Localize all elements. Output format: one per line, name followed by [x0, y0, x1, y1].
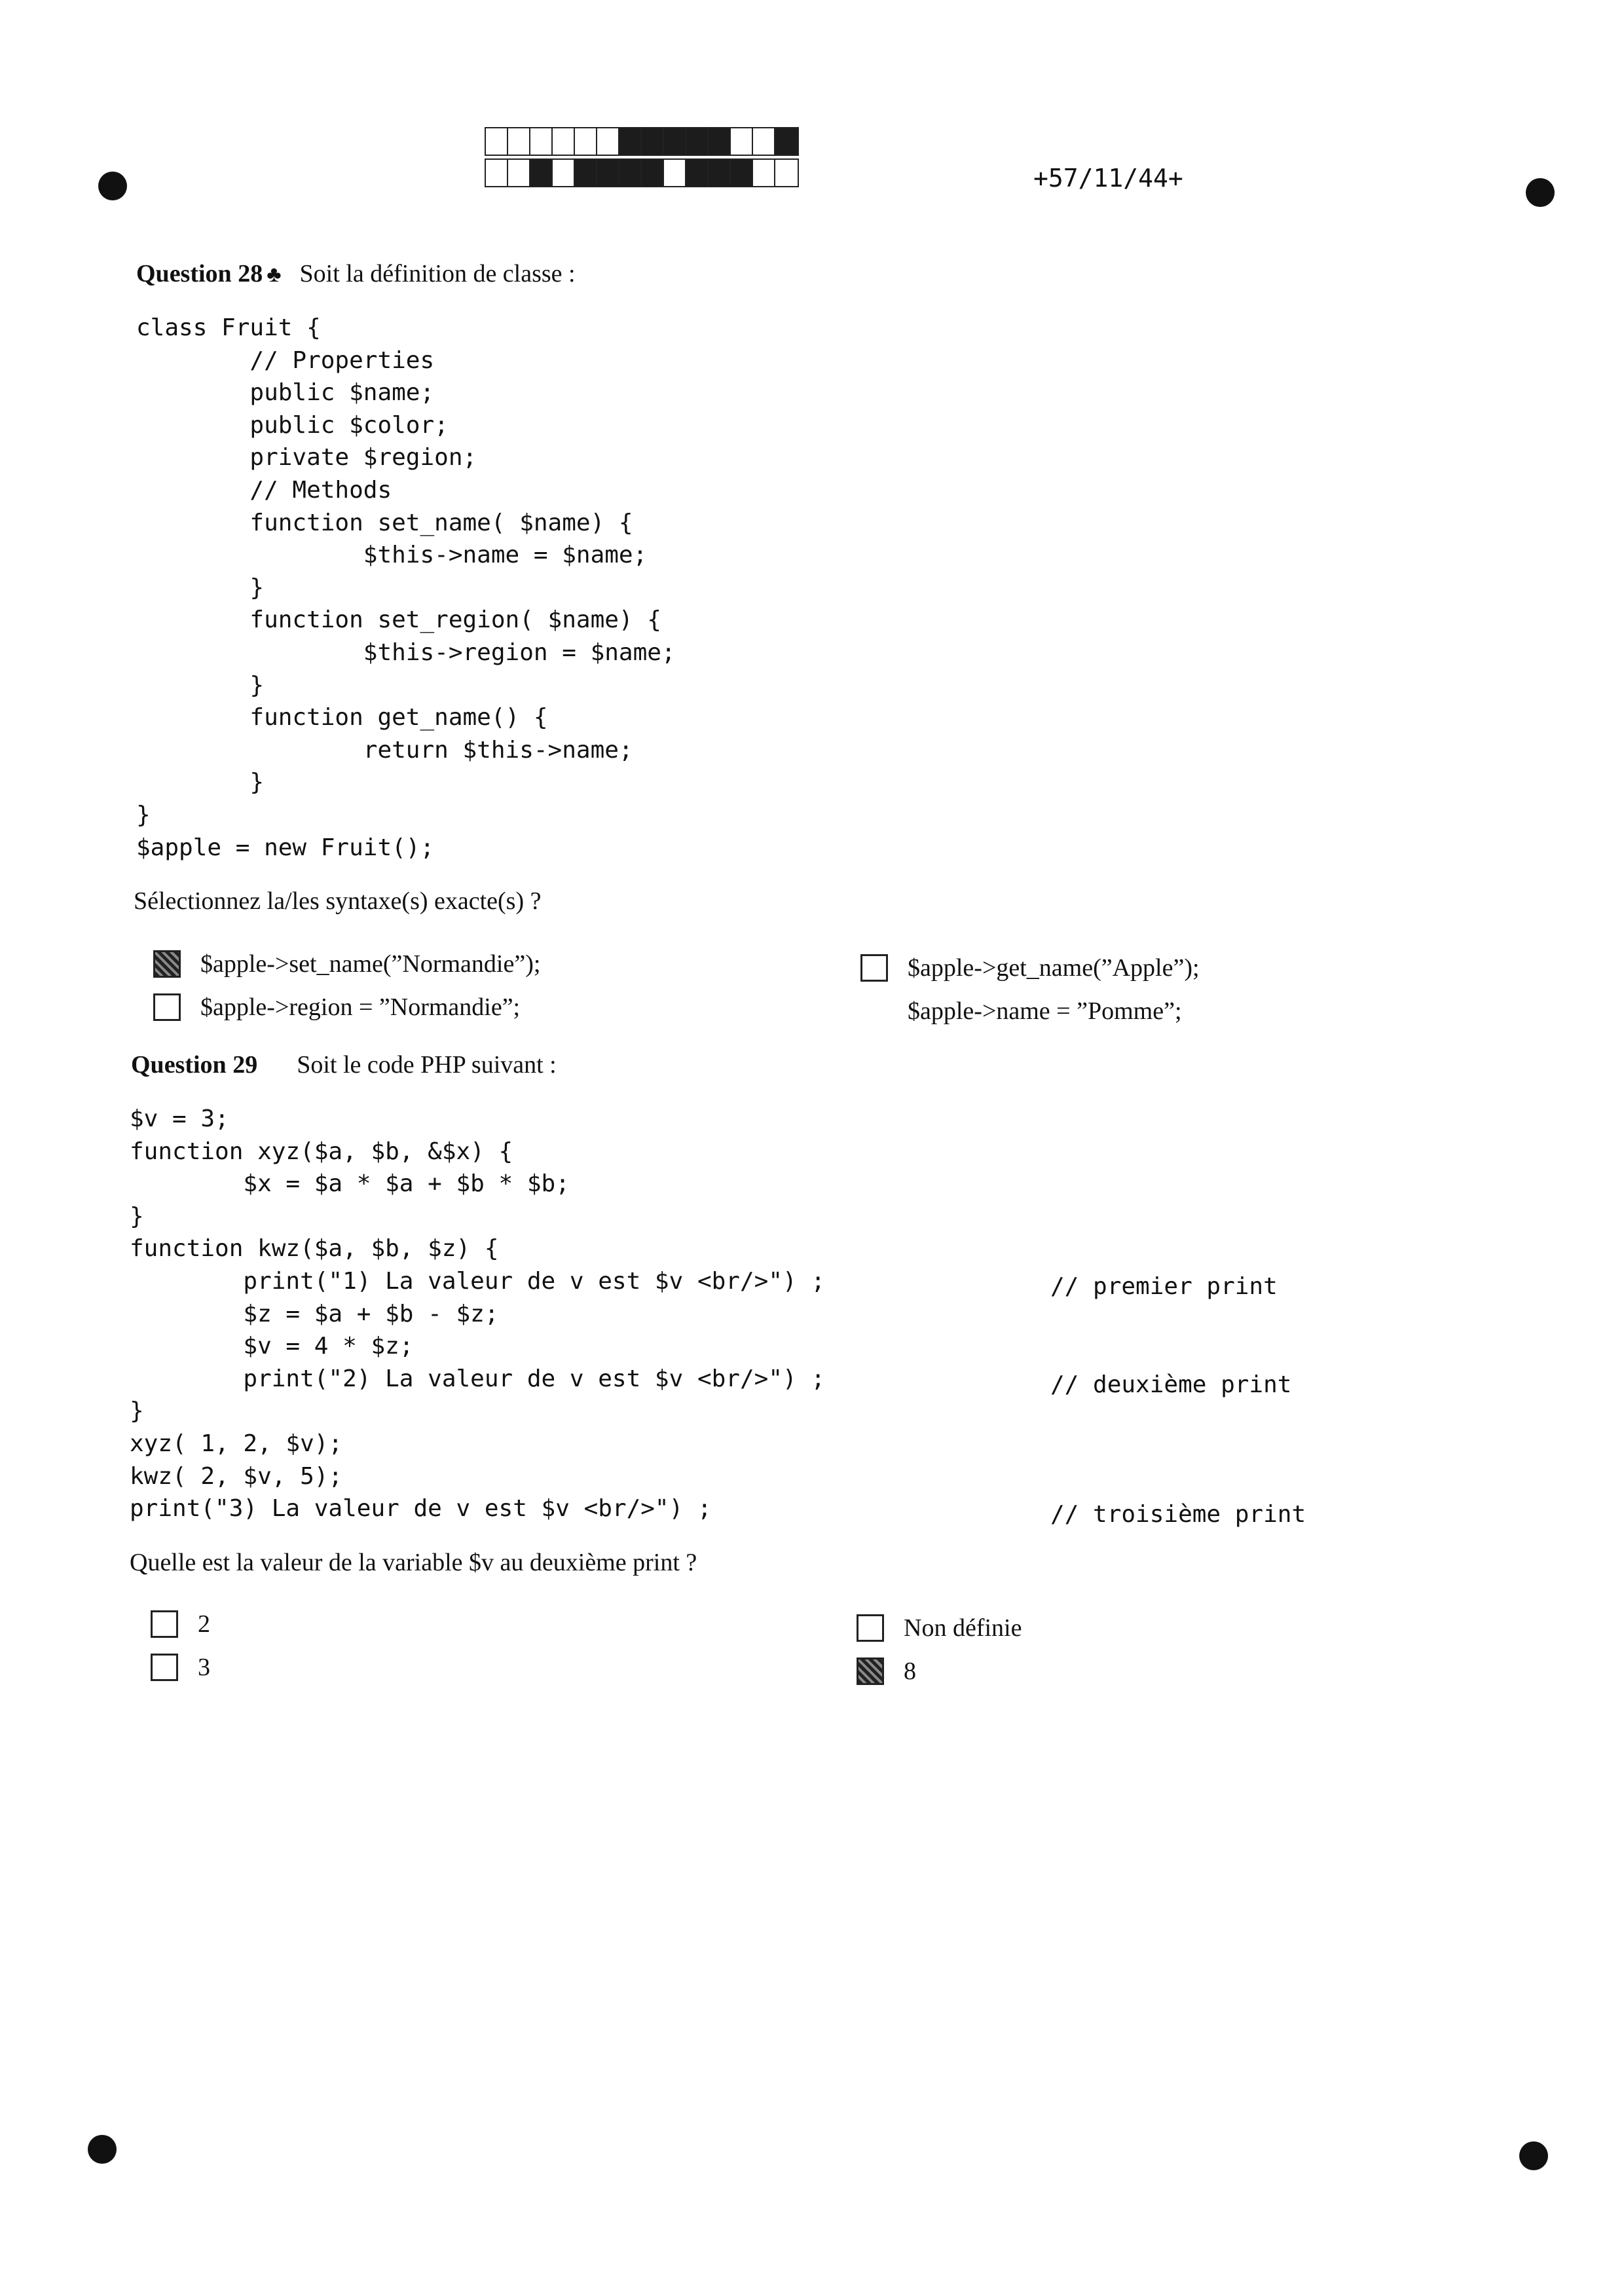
barcode-cell-filled — [619, 128, 642, 155]
page-id: +57/11/44+ — [1033, 164, 1183, 193]
code-comment: // deuxième print — [1050, 1371, 1292, 1398]
barcode-cell-empty — [553, 128, 575, 155]
club-icon: ♣ — [267, 263, 282, 287]
answer-choice[interactable] — [153, 993, 520, 1022]
question-number: Question 28 — [136, 260, 263, 287]
question-28-prompt: Sélectionnez la/les syntaxe(s) exacte(s) ? — [134, 887, 542, 915]
answer-choice[interactable] — [151, 1610, 210, 1639]
barcode-cell-empty — [575, 128, 597, 155]
barcode-cell-filled — [686, 128, 709, 155]
answer-choice[interactable] — [857, 1657, 916, 1686]
barcode-cell-filled — [530, 160, 553, 186]
corner-mark-top-right — [1526, 178, 1555, 207]
barcode-cell-filled — [664, 128, 686, 155]
checkbox[interactable] — [151, 1610, 178, 1638]
barcode-cell-filled — [731, 160, 753, 186]
answer-choice[interactable] — [153, 950, 540, 978]
question-28-code: class Fruit { // Properties public $name; public $color; private $region; // Methods function set_name( $name) { $this->name = $name; } function set_region( $name) { $this->region = $name; } function get_name() { return $this->name; } } $apple = new Fruit(); — [136, 314, 676, 861]
barcode-cell-filled — [686, 160, 709, 186]
corner-mark-top-left — [98, 172, 127, 200]
barcode-cell-empty — [753, 128, 775, 155]
barcode-cell-filled — [642, 128, 664, 155]
code-comment: // troisième print — [1050, 1501, 1306, 1528]
barcode-cell-filled — [709, 128, 731, 155]
choice-label: $apple->set_name(”Normandie”); — [200, 950, 541, 978]
barcode-cell-empty — [553, 160, 575, 186]
barcode-cell-empty — [508, 128, 530, 155]
barcode-cell-empty — [664, 160, 686, 186]
answer-choice[interactable] — [857, 1614, 1022, 1642]
checkbox[interactable] — [153, 993, 181, 1021]
barcode-cell-empty — [486, 128, 508, 155]
choice-label: 2 — [198, 1610, 210, 1638]
barcode-cell-empty — [731, 128, 753, 155]
choice-label: Non définie — [904, 1614, 1022, 1642]
question-intro: Soit la définition de classe : — [299, 260, 576, 287]
question-number: Question 29 — [131, 1051, 258, 1079]
barcode-top — [485, 127, 799, 156]
answer-choice[interactable] — [860, 954, 1200, 982]
checkbox-missing[interactable] — [860, 997, 888, 1025]
barcode-cell-filled — [597, 160, 619, 186]
question-intro: Soit le code PHP suivant : — [297, 1051, 557, 1079]
barcode-cell-empty — [486, 160, 508, 186]
code-comment: // premier print — [1050, 1273, 1278, 1300]
corner-mark-bottom-right — [1519, 2141, 1548, 2170]
barcode-cell-empty — [753, 160, 775, 186]
barcode-cell-empty — [597, 128, 619, 155]
checkbox[interactable] — [860, 954, 888, 982]
checkbox-checked[interactable] — [857, 1657, 884, 1685]
question-28-header — [136, 259, 576, 288]
choice-label: $apple->region = ”Normandie”; — [200, 993, 521, 1021]
barcode-cell-filled — [575, 160, 597, 186]
corner-mark-bottom-left — [88, 2135, 117, 2164]
checkbox[interactable] — [151, 1654, 178, 1681]
barcode-bottom — [485, 158, 799, 187]
barcode-cell-empty — [530, 128, 553, 155]
barcode-cell-filled — [709, 160, 731, 186]
answer-choice[interactable] — [860, 997, 1182, 1026]
checkbox-checked[interactable] — [153, 950, 181, 978]
barcode-cell-filled — [775, 128, 798, 155]
barcode-cell-empty — [508, 160, 530, 186]
choice-label: $apple->name = ”Pomme”; — [908, 997, 1182, 1025]
question-29-prompt: Quelle est la valeur de la variable $v au deuxième print ? — [130, 1549, 697, 1576]
answer-choice[interactable] — [151, 1653, 210, 1682]
question-29-code: $v = 3; function xyz($a, $b, &$x) { $x = $a * $a + $b * $b; } function kwz($a, $b, $z) { print("1) La valeur de v est $v <br/>") ; $z = $a + $b - $z; $v = 4 * $z; print("2) La valeur de v est $v <br/>") ; } xyz( 1, 2, $v); kwz( 2, $v, 5); print("3) La valeur de v est $v <br/>") ; — [130, 1105, 826, 1523]
choice-label: 8 — [904, 1657, 916, 1685]
barcode-cell-filled — [619, 160, 642, 186]
question-29-header — [131, 1050, 557, 1079]
barcode-cell-empty — [775, 160, 798, 186]
checkbox[interactable] — [857, 1614, 884, 1642]
choice-label: $apple->get_name(”Apple”); — [908, 954, 1200, 982]
barcode-cell-filled — [642, 160, 664, 186]
choice-label: 3 — [198, 1654, 210, 1681]
